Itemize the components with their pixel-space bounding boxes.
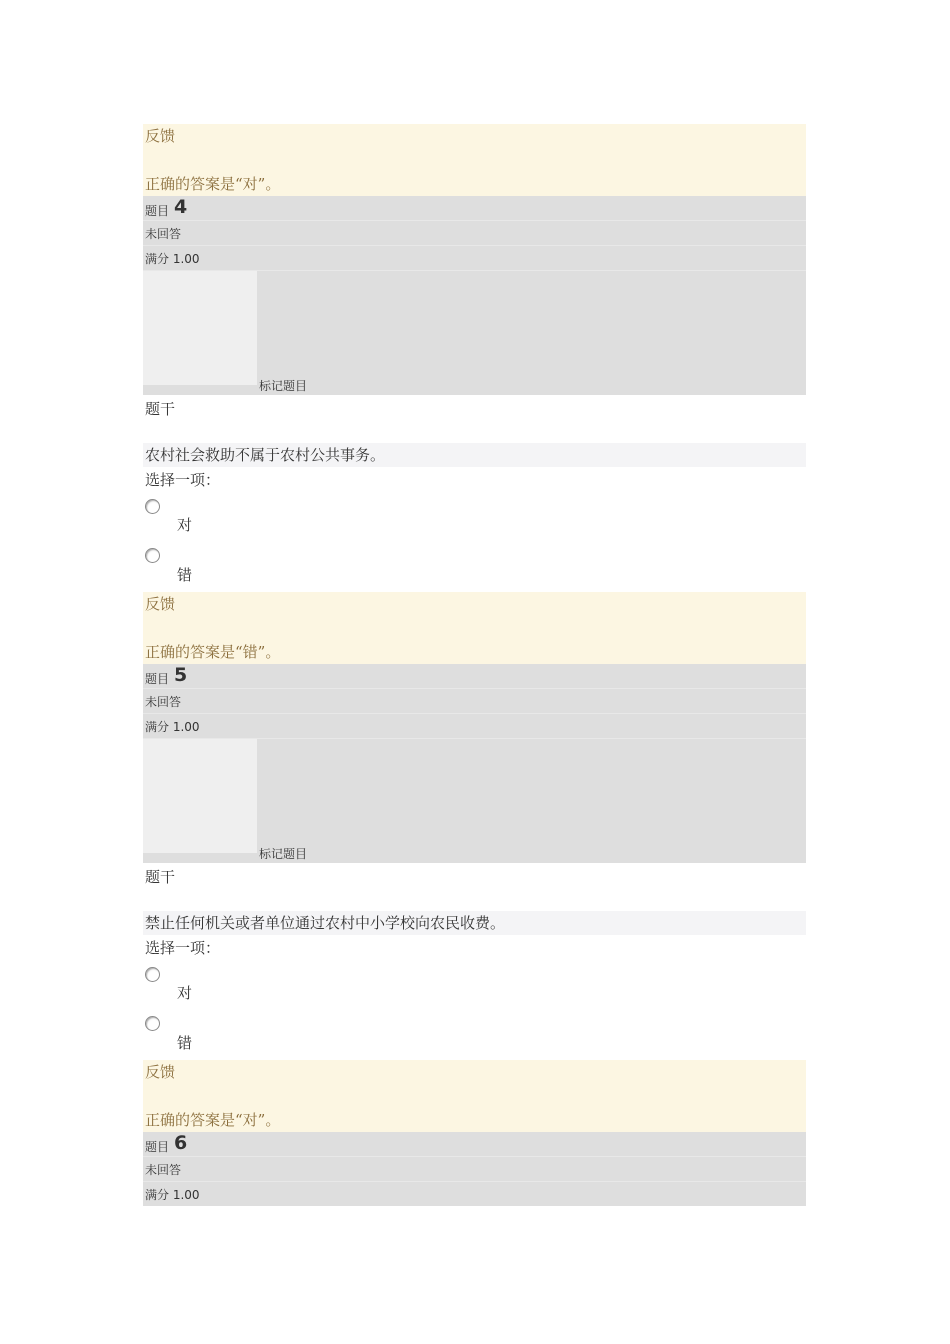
radio-option-true-q4[interactable] (145, 499, 160, 514)
flag-question-link[interactable]: 标记题目 (259, 379, 308, 393)
feedback-correct-answer: 正确的答案是“对”。 (145, 175, 281, 193)
answer-prompt: 选择一项： (145, 471, 221, 489)
question-number-row (143, 196, 806, 221)
question-text-q5 (143, 911, 806, 935)
question-number-row (143, 1132, 806, 1157)
question-state-row (143, 1157, 806, 1182)
flag-question-icon[interactable] (143, 271, 257, 385)
feedback-correct-answer: 正确的答案是“错”。 (145, 643, 281, 661)
answer-prompt: 选择一项： (145, 939, 221, 957)
radio-option-false-q4[interactable] (145, 548, 160, 563)
radio-option-true-q5[interactable] (145, 967, 160, 982)
feedback-panel-q4 (143, 592, 806, 664)
radio-option-false-q5[interactable] (145, 1016, 160, 1031)
question-state-row (143, 221, 806, 246)
option-label-true[interactable]: 对 (177, 516, 193, 534)
flag-question-link[interactable]: 标记题目 (259, 847, 308, 861)
question-grade: 满分 1.00 (145, 720, 200, 734)
question-text-q4 (143, 443, 806, 467)
question-grade-row (143, 1182, 806, 1206)
question-number: 6 (174, 1132, 188, 1154)
flag-question-icon[interactable] (143, 739, 257, 853)
question-grade-row (143, 246, 806, 271)
option-label-false[interactable]: 错 (177, 566, 193, 584)
feedback-panel-q3 (143, 124, 806, 196)
question-state: 未回答 (145, 695, 182, 709)
question-text: 禁止任何机关或者单位通过农村中小学校向农民收费。 (145, 914, 506, 932)
question-label: 题目 (145, 1140, 170, 1154)
question-label: 题目 (145, 672, 170, 686)
feedback-title: 反馈 (145, 127, 176, 145)
question-state: 未回答 (145, 1163, 182, 1177)
question-stem-title: 题干 (145, 868, 176, 886)
question-state-row (143, 689, 806, 714)
question-stem-title: 题干 (145, 400, 176, 418)
question-label: 题目 (145, 204, 170, 218)
question-grade-row (143, 714, 806, 739)
feedback-title: 反馈 (145, 595, 176, 613)
question-info-q6 (143, 1132, 806, 1206)
question-number: 4 (174, 196, 188, 218)
feedback-panel-q5 (143, 1060, 806, 1132)
feedback-title: 反馈 (145, 1063, 176, 1081)
option-label-false[interactable]: 错 (177, 1034, 193, 1052)
question-text: 农村社会救助不属于农村公共事务。 (145, 446, 386, 464)
question-info-q4 (143, 196, 806, 395)
question-state: 未回答 (145, 227, 182, 241)
option-label-true[interactable]: 对 (177, 984, 193, 1002)
question-number: 5 (174, 664, 188, 686)
question-info-q5 (143, 664, 806, 863)
question-number-row (143, 664, 806, 689)
question-grade: 满分 1.00 (145, 252, 200, 266)
question-grade: 满分 1.00 (145, 1188, 200, 1202)
feedback-correct-answer: 正确的答案是“对”。 (145, 1111, 281, 1129)
